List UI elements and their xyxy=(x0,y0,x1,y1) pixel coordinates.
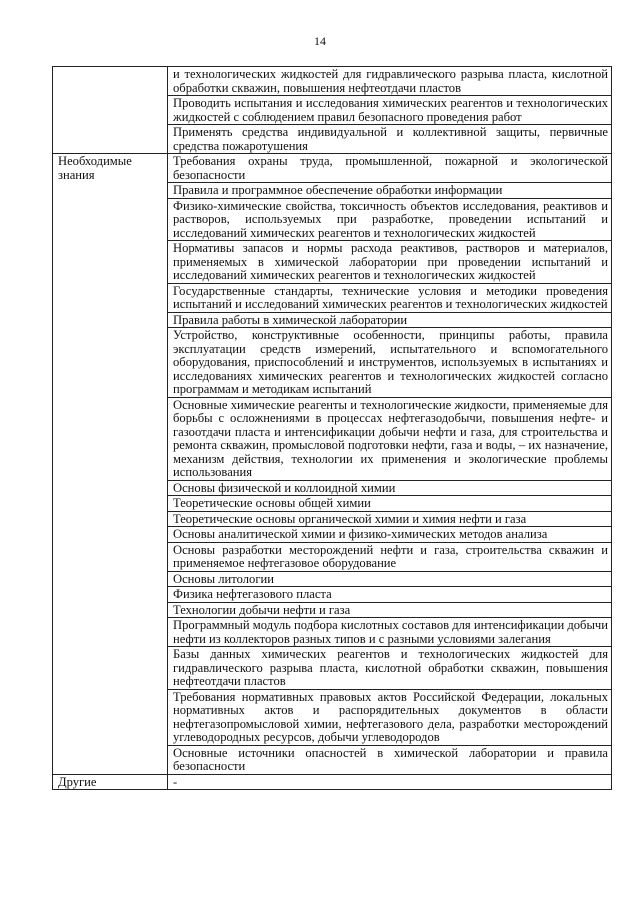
table-cell: Применять средства индивидуальной и коллективной защиты, первичные средства пожаротушения xyxy=(168,125,612,154)
row-group-label xyxy=(53,67,168,154)
table-cell: Основы разработки месторождений нефти и газа, строительства скважин и применяемое нефтегазовое оборудование xyxy=(168,542,612,571)
table-cell: Основы литологии xyxy=(168,571,612,587)
table-cell: Требования охраны труда, промышленной, пожарной и экологической безопасности xyxy=(168,154,612,183)
table-cell: Государственные стандарты, технические условия и методики проведения испытаний и исследований химических реагентов и технологических жидкостей xyxy=(168,283,612,312)
table-cell: Требования нормативных правовых актов Российской Федерации, локальных нормативных актов и распорядительных документов в области нефтегазопромысловой химии, нефтегазового дела, разработки месторождений углеводородных ресурсов, добычи углеводородов xyxy=(168,689,612,745)
table-row xyxy=(53,67,612,96)
row-group-label: Необходимые знания xyxy=(53,154,168,775)
table-cell: - xyxy=(168,774,612,790)
table-cell: Основы физической и коллоидной химии xyxy=(168,480,612,496)
table-cell: Теоретические основы общей химии xyxy=(168,496,612,512)
table-cell: Программный модуль подбора кислотных составов для интенсификации добычи нефти из коллекторов разных типов и с разными условиями залегания xyxy=(168,618,612,647)
table-cell: Основные химические реагенты и технологические жидкости, применяемые для борьбы с осложнениями в процессах нефтегазодобычи, повышения нефте- и газоотдачи пласта и интенсификации добычи нефти и газа, для строительства и ремонта скважин, промысловой подготовки нефти, газа и воды, – их назначение, механизм действия, технологии их применения и экологические проблемы использования xyxy=(168,397,612,480)
table-cell: Устройство, конструктивные особенности, принципы работы, правила эксплуатации средств измерений, испытательного и вспомогательного оборудования, приспособлений и инструментов, используемых в испытаниях и исследованиях химических реагентов и технологических жидкостей согласно программам и методикам испытаний xyxy=(168,328,612,398)
table-cell: Технологии добычи нефти и газа xyxy=(168,602,612,618)
table-cell: Теоретические основы органической химии и химия нефти и газа xyxy=(168,511,612,527)
table-row xyxy=(53,154,612,183)
table-cell: Физико-химические свойства, токсичность объектов исследования, реактивов и растворов, используемых при разработке, проведении испытаний и исследований химических реагентов и технологических жидкостей xyxy=(168,198,612,241)
table-cell: Основные источники опасностей в химической лаборатории и правила безопасности xyxy=(168,745,612,774)
table-cell: Базы данных химических реагентов и технологических жидкостей для гидравлического разрыва пласта, кислотной обработки скважин, повышения нефтеотдачи пластов xyxy=(168,647,612,690)
table-cell: Физика нефтегазового пласта xyxy=(168,587,612,603)
table-cell: Проводить испытания и исследования химических реагентов и технологических жидкостей с соблюдением правил безопасного проведения работ xyxy=(168,96,612,125)
page-number: 14 xyxy=(314,34,326,48)
row-group-label: Другие xyxy=(53,774,168,790)
table-cell: Основы аналитической химии и физико-химических методов анализа xyxy=(168,527,612,543)
table-cell: Нормативы запасов и нормы расхода реактивов, растворов и материалов, применяемых в химической лаборатории при проведении испытаний и исследований химических реагентов и технологических жидкостей xyxy=(168,241,612,284)
table-cell: Правила работы в химической лаборатории xyxy=(168,312,612,328)
table-row xyxy=(53,774,612,790)
professional-standard-table xyxy=(52,66,612,790)
table-cell: и технологических жидкостей для гидравлического разрыва пласта, кислотной обработки скважин, повышения нефтеотдачи пластов xyxy=(168,67,612,96)
table-cell: Правила и программное обеспечение обработки информации xyxy=(168,183,612,199)
